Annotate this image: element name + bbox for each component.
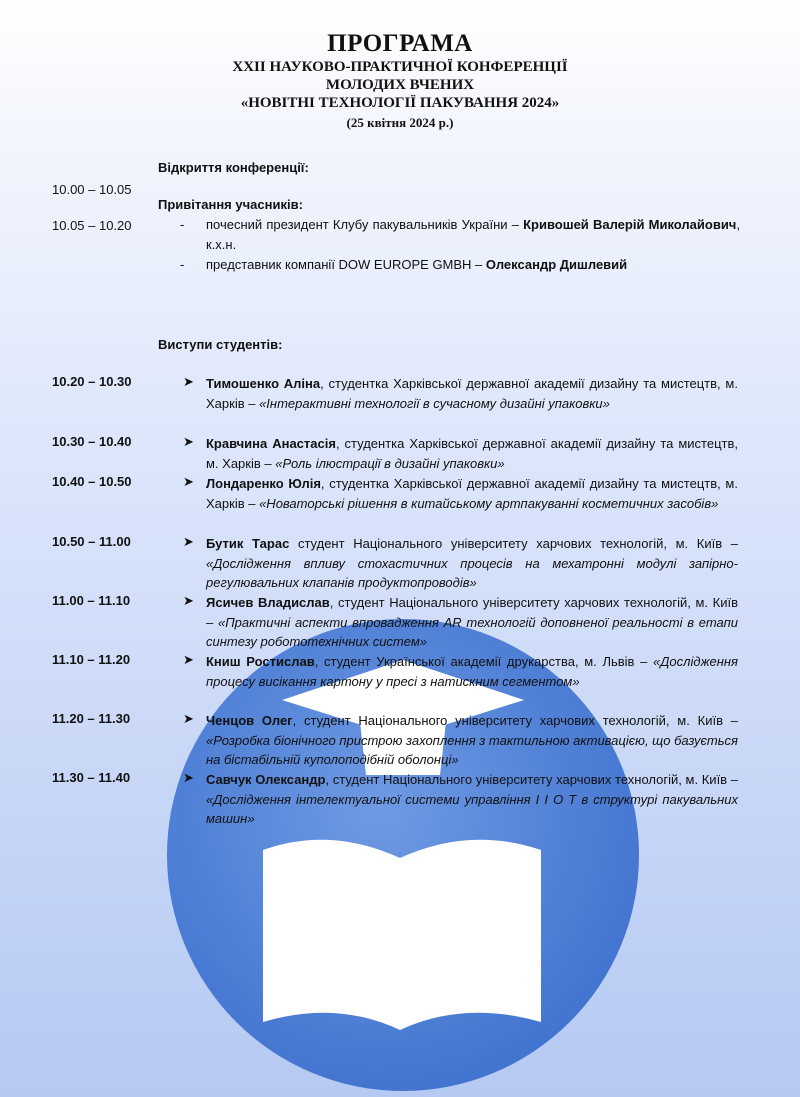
greeting-time: 10.05 – 10.20 [52, 218, 132, 233]
arrow-bullet-icon: ➤ [183, 434, 194, 449]
speaker-time: 10.20 – 10.30 [52, 374, 132, 389]
speeches-label: Виступи студентів: [158, 337, 283, 352]
speaker-affiliation: , студент Національного університету харчових технологій, м. Київ – [325, 772, 738, 787]
speaker-name: Бутик Тарас [206, 536, 290, 551]
speaker-affiliation: , студентка Харківської державної академії дизайну та мистецтв, м. Харків – [206, 476, 738, 511]
arrow-bullet-icon: ➤ [183, 374, 194, 389]
greeting-list [180, 215, 740, 275]
speaker-topic: «Дослідження інтелектуальної системи управління І І О Т в структурі пакувальних машин» [206, 791, 738, 826]
speaker-name: Лондаренко Юлія [206, 476, 321, 491]
speaker-name: Ченцов Олег [206, 713, 293, 728]
page-title: ПРОГРАМА [327, 30, 473, 57]
speaker-time: 11.00 – 11.10 [52, 593, 131, 608]
conference-audience: МОЛОДИХ ВЧЕНИХ [325, 77, 475, 93]
arrow-bullet-icon: ➤ [183, 474, 194, 489]
conference-number: XXII НАУКОВО-ПРАКТИЧНОЇ КОНФЕРЕНЦІЇ [232, 59, 568, 75]
speaker-affiliation: , студентка Харківської державної академії дизайну та мистецтв, м. Харків – [206, 436, 739, 471]
speaker-time: 11.20 – 11.30 [52, 711, 131, 726]
opening-label: Відкриття конференції: [158, 160, 309, 175]
greeting-speaker-name: Кривошей Валерій Миколайович [523, 217, 737, 232]
speaker-topic: «Новаторські рішення в китайському артпакуванні косметичних засобів» [259, 495, 719, 511]
arrow-bullet-icon: ➤ [183, 770, 194, 785]
speaker-time: 10.50 – 11.00 [52, 534, 131, 549]
arrow-bullet-icon: ➤ [183, 652, 194, 667]
greeting-speaker-name: Олександр Дишлевий [485, 257, 628, 272]
greeting-label: Привітання учасників: [158, 197, 303, 212]
speaker-affiliation: студент Національного університету харчових технологій, м. Київ – [289, 536, 738, 551]
speaker-name: Тимошенко Аліна [206, 376, 321, 391]
greeting-item: - почесний президент Клубу пакувальників України – Кривошей Валерій Миколайович, к.х.н. [180, 217, 740, 252]
speaker-topic: «Роль ілюстрації в дизайні упаковки» [275, 455, 505, 471]
speaker-topic: «Практичні аспекти впровадження AR технологій доповненої реальності в етапи синтезу робототехнічних систем» [206, 614, 739, 649]
speaker-time: 11.30 – 11.40 [52, 770, 131, 785]
opening-time: 10.00 – 10.05 [52, 182, 132, 197]
speaker-affiliation: , студентка Харківської державної академії дизайну та мистецтв, м. Харків – [206, 376, 738, 411]
document-header [0, 30, 800, 132]
speaker-name: Ясичев Владислав [206, 595, 330, 610]
conference-date: (25 квітня 2024 р.) [346, 115, 454, 130]
speaker-topic: «Розробка біонічного пристрою захоплення з тактильною активацією, що базується на бістабільній куполоподібній оболонці» [206, 732, 739, 767]
speaker-topic: «Інтерактивні технології в сучасному дизайні упаковки» [259, 395, 610, 411]
speaker-affiliation: , студент Національного університету харчових технологій, м. Київ – [292, 713, 738, 728]
speaker-name: Кравчина Анастасія [206, 436, 336, 451]
conference-name: «НОВІТНІ ТЕХНОЛОГІЇ ПАКУВАННЯ 2024» [240, 95, 560, 111]
greeting-item: - представник компанії DOW EUROPE GMBH – Олександр Дишлевий [180, 257, 628, 272]
open-book-shape [263, 840, 541, 1030]
speaker-topic: «Дослідження впливу стохастичних процесів на мехатронні модулі запірно-регулювальних клапанів продуктопроводів» [206, 555, 738, 590]
speaker-name: Савчук Олександр [206, 772, 326, 787]
speaker-name: Книш Ростислав [206, 654, 315, 669]
speaker-time: 10.40 – 10.50 [52, 474, 132, 489]
arrow-bullet-icon: ➤ [183, 593, 194, 608]
speaker-affiliation: , студент Української академії друкарства, м. Львів – [314, 654, 654, 669]
speaker-time: 10.30 – 10.40 [52, 434, 132, 449]
speaker-affiliation: , студент Національного університету харчових технологій, м. Київ – [206, 595, 738, 630]
speaker-topic: «Дослідження процесу висікання картону у пресі з натискним сегментом» [206, 654, 738, 689]
speaker-time: 11.10 – 11.20 [52, 652, 131, 667]
arrow-bullet-icon: ➤ [183, 711, 194, 726]
arrow-bullet-icon: ➤ [183, 534, 194, 549]
